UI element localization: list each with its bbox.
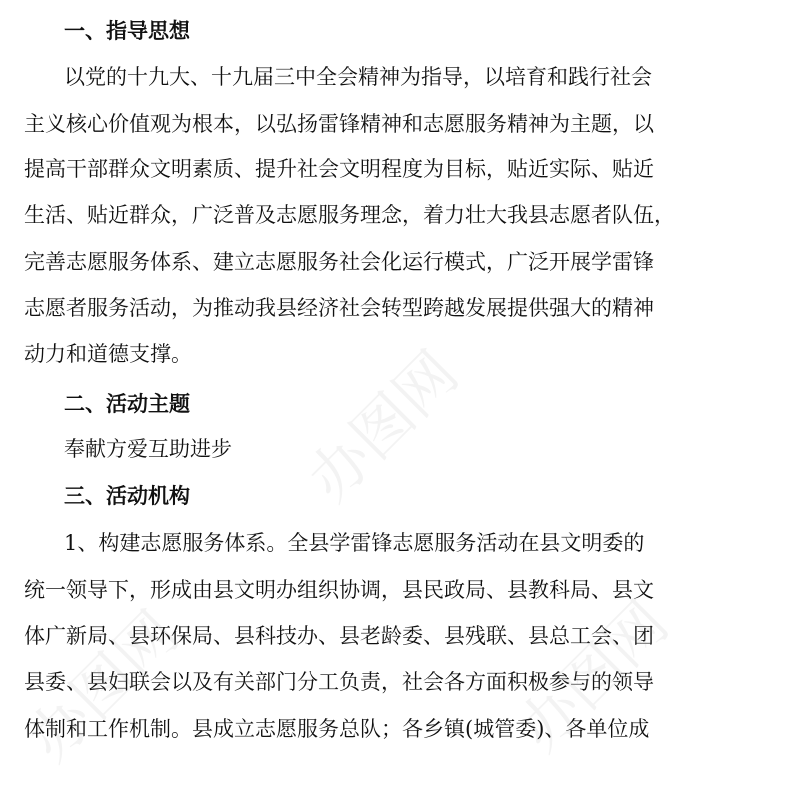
paragraph-line: 完善志愿服务体系、建立志愿服务社会化运行模式，广泛开展学雷锋 <box>24 250 654 274</box>
paragraph-line: 1、构建志愿服务体系。全县学雷锋志愿服务活动在县文明委的 <box>64 531 645 555</box>
watermark: 办图网 <box>15 598 192 775</box>
paragraph-line: 动力和道德支撑。 <box>24 342 192 366</box>
paragraph-line: 提高干部群众文明素质、提升社会文明程度为目标，贴近实际、贴近 <box>24 157 654 181</box>
paragraph-line: 体广新局、县环保局、县科技办、县老龄委、县残联、县总工会、团 <box>24 624 654 648</box>
activity-theme-text: 奉献方爱互助进步 <box>64 437 232 461</box>
paragraph-line: 县委、县妇联会以及有关部门分工负责，社会各方面积极参与的领导 <box>24 670 654 694</box>
paragraph-line: 生活、贴近群众，广泛普及志愿服务理念，着力壮大我县志愿者队伍， <box>24 203 675 227</box>
paragraph-line: 统一领导下，形成由县文明办组织协调，县民政局、县教科局、县文 <box>24 578 654 602</box>
watermark: 办图网 <box>505 588 682 765</box>
watermark: 办图网 <box>295 338 472 515</box>
paragraph-line: 主义核心价值观为根本，以弘扬雷锋精神和志愿服务精神为主题，以 <box>24 112 654 136</box>
paragraph-line: 体制和工作机制。县成立志愿服务总队；各乡镇(城管委)、各单位成 <box>24 717 650 741</box>
paragraph-line: 以党的十九大、十九届三中全会精神为指导，以培育和践行社会 <box>64 65 652 89</box>
paragraph-line: 志愿者服务活动，为推动我县经济社会转型跨越发展提供强大的精神 <box>24 296 654 320</box>
section-heading-activity-theme: 二、活动主题 <box>64 392 190 416</box>
section-heading-guiding-ideology: 一、指导思想 <box>64 19 190 43</box>
section-heading-activity-organization: 三、活动机构 <box>64 484 190 508</box>
